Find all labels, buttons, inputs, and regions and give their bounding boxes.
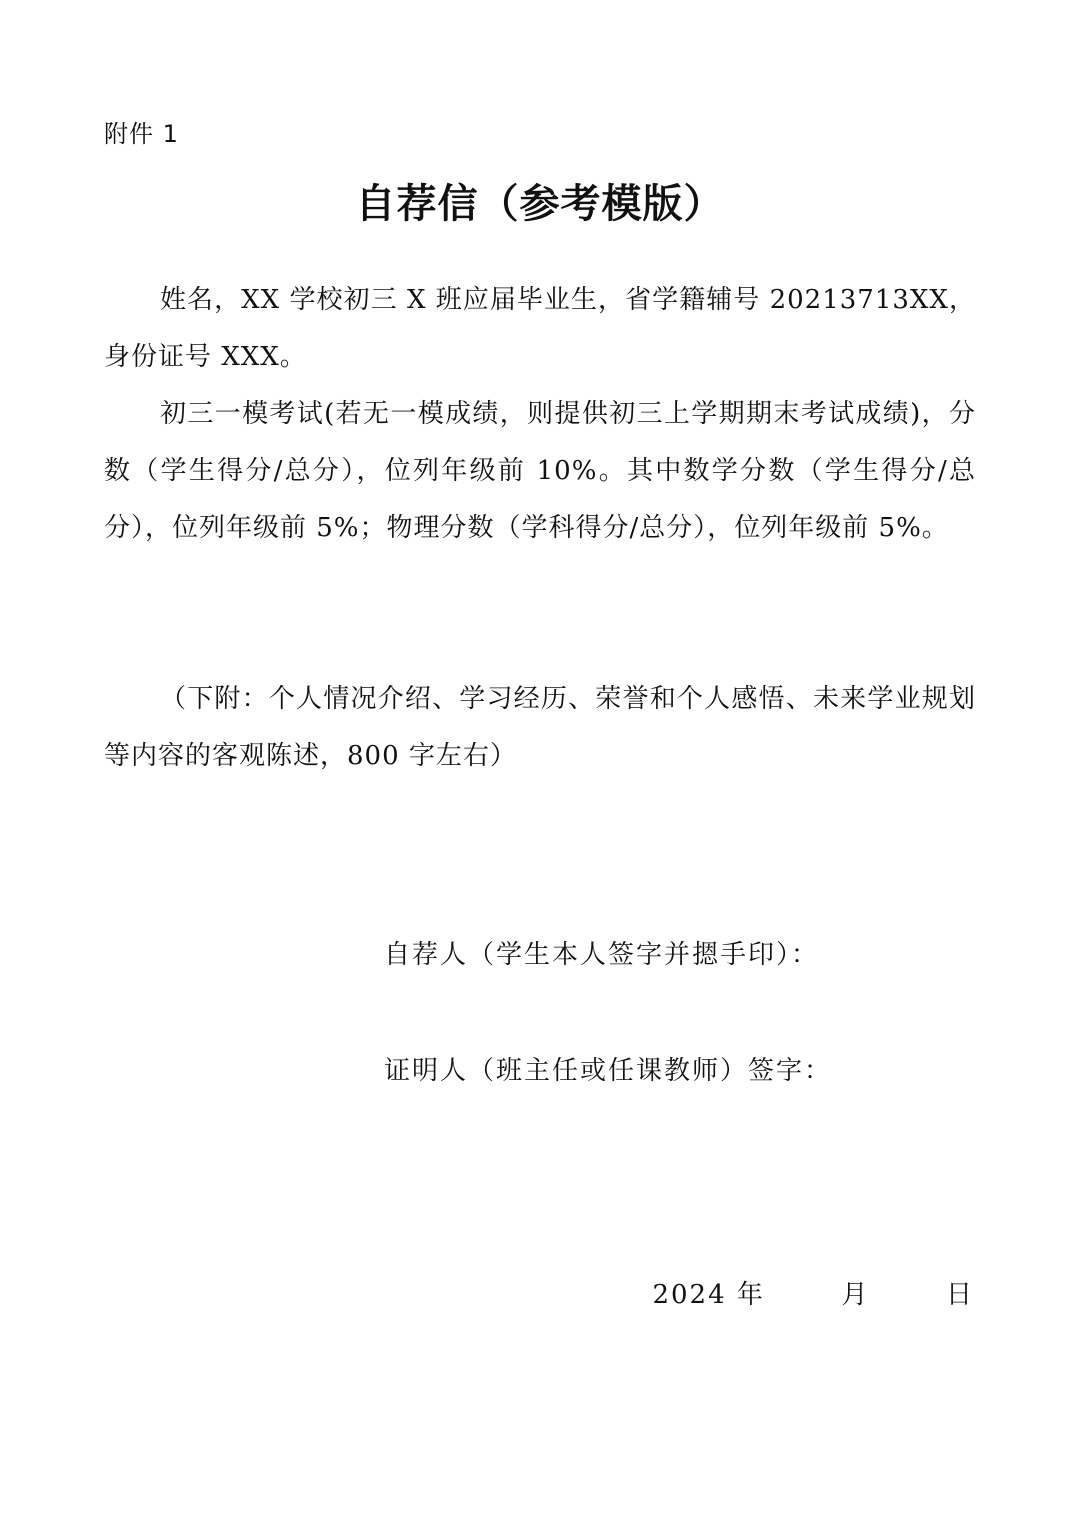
date-row [652, 1274, 974, 1311]
attachment-label: 附件 1 [104, 120, 179, 148]
self-recommender-signature-line: 自荐人（学生本人签字并摁手印）： [384, 940, 820, 970]
date-day-unit: 日 [945, 1280, 974, 1310]
student-info-paragraph: 姓名，XX 学校初三 X 班应届毕业生，省学籍辅号 20213713XX，身份证号 XXX。 [104, 285, 976, 372]
date-year: 2024 [652, 1280, 727, 1310]
date-year-unit: 年 [736, 1280, 765, 1310]
certifier-signature-line: 证明人（班主任或任课教师）签字： [384, 1056, 833, 1086]
exam-scores-paragraph: 初三一模考试(若无一模成绩，则提供初三上学期期末考试成绩)，分数（学生得分/总分），位列年级前 10%。其中数学分数（学生得分/总分），位列年级前 5%；物理分数（学科得分/总分），位列年级前 5%。 [104, 399, 976, 543]
date-month-unit: 月 [841, 1280, 870, 1310]
document-title: 自荐信（参考模版） [355, 181, 725, 227]
attachment-note-paragraph: （下附：个人情况介绍、学习经历、荣誉和个人感悟、未来学业规划等内容的客观陈述，800 字左右） [104, 684, 976, 771]
